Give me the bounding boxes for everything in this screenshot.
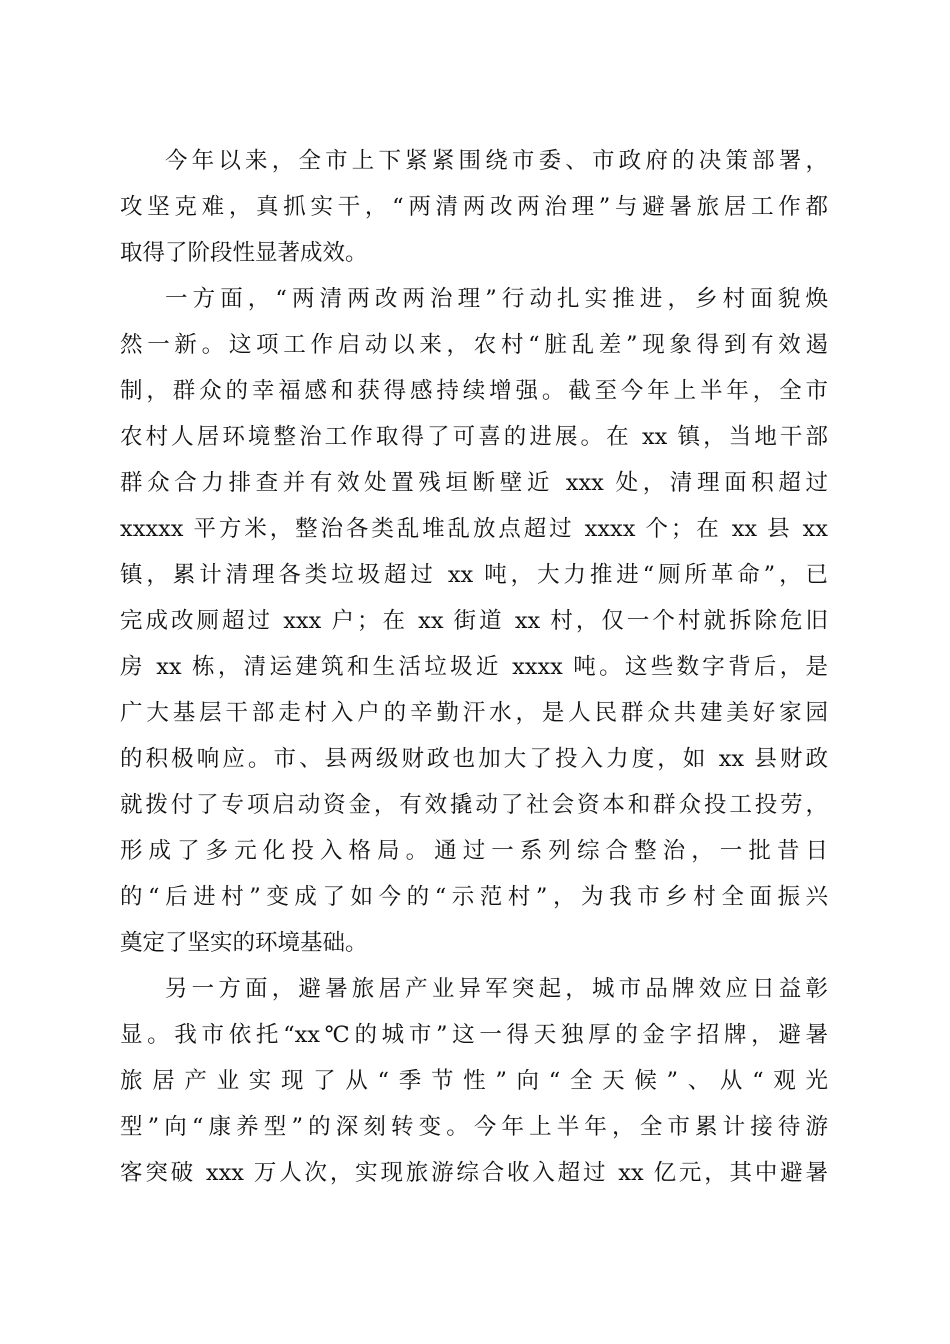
text-line: 客突破 xxx 万人次，实现旅游综合收入超过 xx 亿元，其中避暑 (120, 1160, 828, 1186)
text-line: 的“后进村”变成了如今的“示范村”，为我市乡村全面振兴 (120, 884, 828, 910)
text-line: 型”向“康养型”的深刻转变。今年上半年，全市累计接待游 (120, 1114, 828, 1140)
text-line: 形成了多元化投入格局。通过一系列综合整治，一批昔日 (120, 838, 828, 864)
paragraph (120, 966, 828, 1196)
text-line: 房 xx 栋，清运建筑和生活垃圾近 xxxx 吨。这些数字背后，是 (120, 654, 828, 680)
text-line: 群众合力排查并有效处置残垣断壁近 xxx 处，清理面积超过 (120, 470, 828, 496)
text-line: 另一方面，避暑旅居产业异军突起，城市品牌效应日益彰 (165, 976, 828, 1002)
text-line: 显。我市依托“xx℃的城市”这一得天独厚的金字招牌，避暑 (120, 1022, 828, 1048)
text-line: 然一新。这项工作启动以来，农村“脏乱差”现象得到有效遏 (120, 332, 828, 358)
text-line: 的积极响应。市、县两级财政也加大了投入力度，如 xx 县财政 (120, 746, 828, 772)
text-line: xxxxx 平方米，整治各类乱堆乱放点超过 xxxx 个；在 xx 县 xx (120, 516, 828, 542)
text-line: 制，群众的幸福感和获得感持续增强。截至今年上半年，全市 (120, 378, 828, 404)
text-line: 今年以来，全市上下紧紧围绕市委、市政府的决策部署， (165, 148, 828, 174)
text-line: 就拨付了专项启动资金，有效撬动了社会资本和群众投工投劳， (120, 792, 828, 818)
text-line: 奠定了坚实的环境基础。 (120, 930, 368, 956)
document-body (120, 138, 828, 1196)
text-line: 一方面，“两清两改两治理”行动扎实推进，乡村面貌焕 (165, 286, 828, 312)
text-line: 取得了阶段性显著成效。 (120, 240, 368, 266)
text-line: 广大基层干部走村入户的辛勤汗水，是人民群众共建美好家园 (120, 700, 828, 726)
text-line: 攻坚克难，真抓实干，“两清两改两治理”与避暑旅居工作都 (120, 194, 828, 220)
text-line: 完成改厕超过 xxx 户；在 xx 街道 xx 村，仅一个村就拆除危旧 (120, 608, 828, 634)
text-line: 旅居产业实现了从“季节性”向“全天候”、从“观光 (120, 1068, 828, 1094)
text-line: 农村人居环境整治工作取得了可喜的进展。在 xx 镇，当地干部 (120, 424, 828, 450)
text-line: 镇，累计清理各类垃圾超过 xx 吨，大力推进“厕所革命”，已 (120, 562, 828, 588)
paragraph (120, 138, 828, 276)
paragraph (120, 276, 828, 966)
